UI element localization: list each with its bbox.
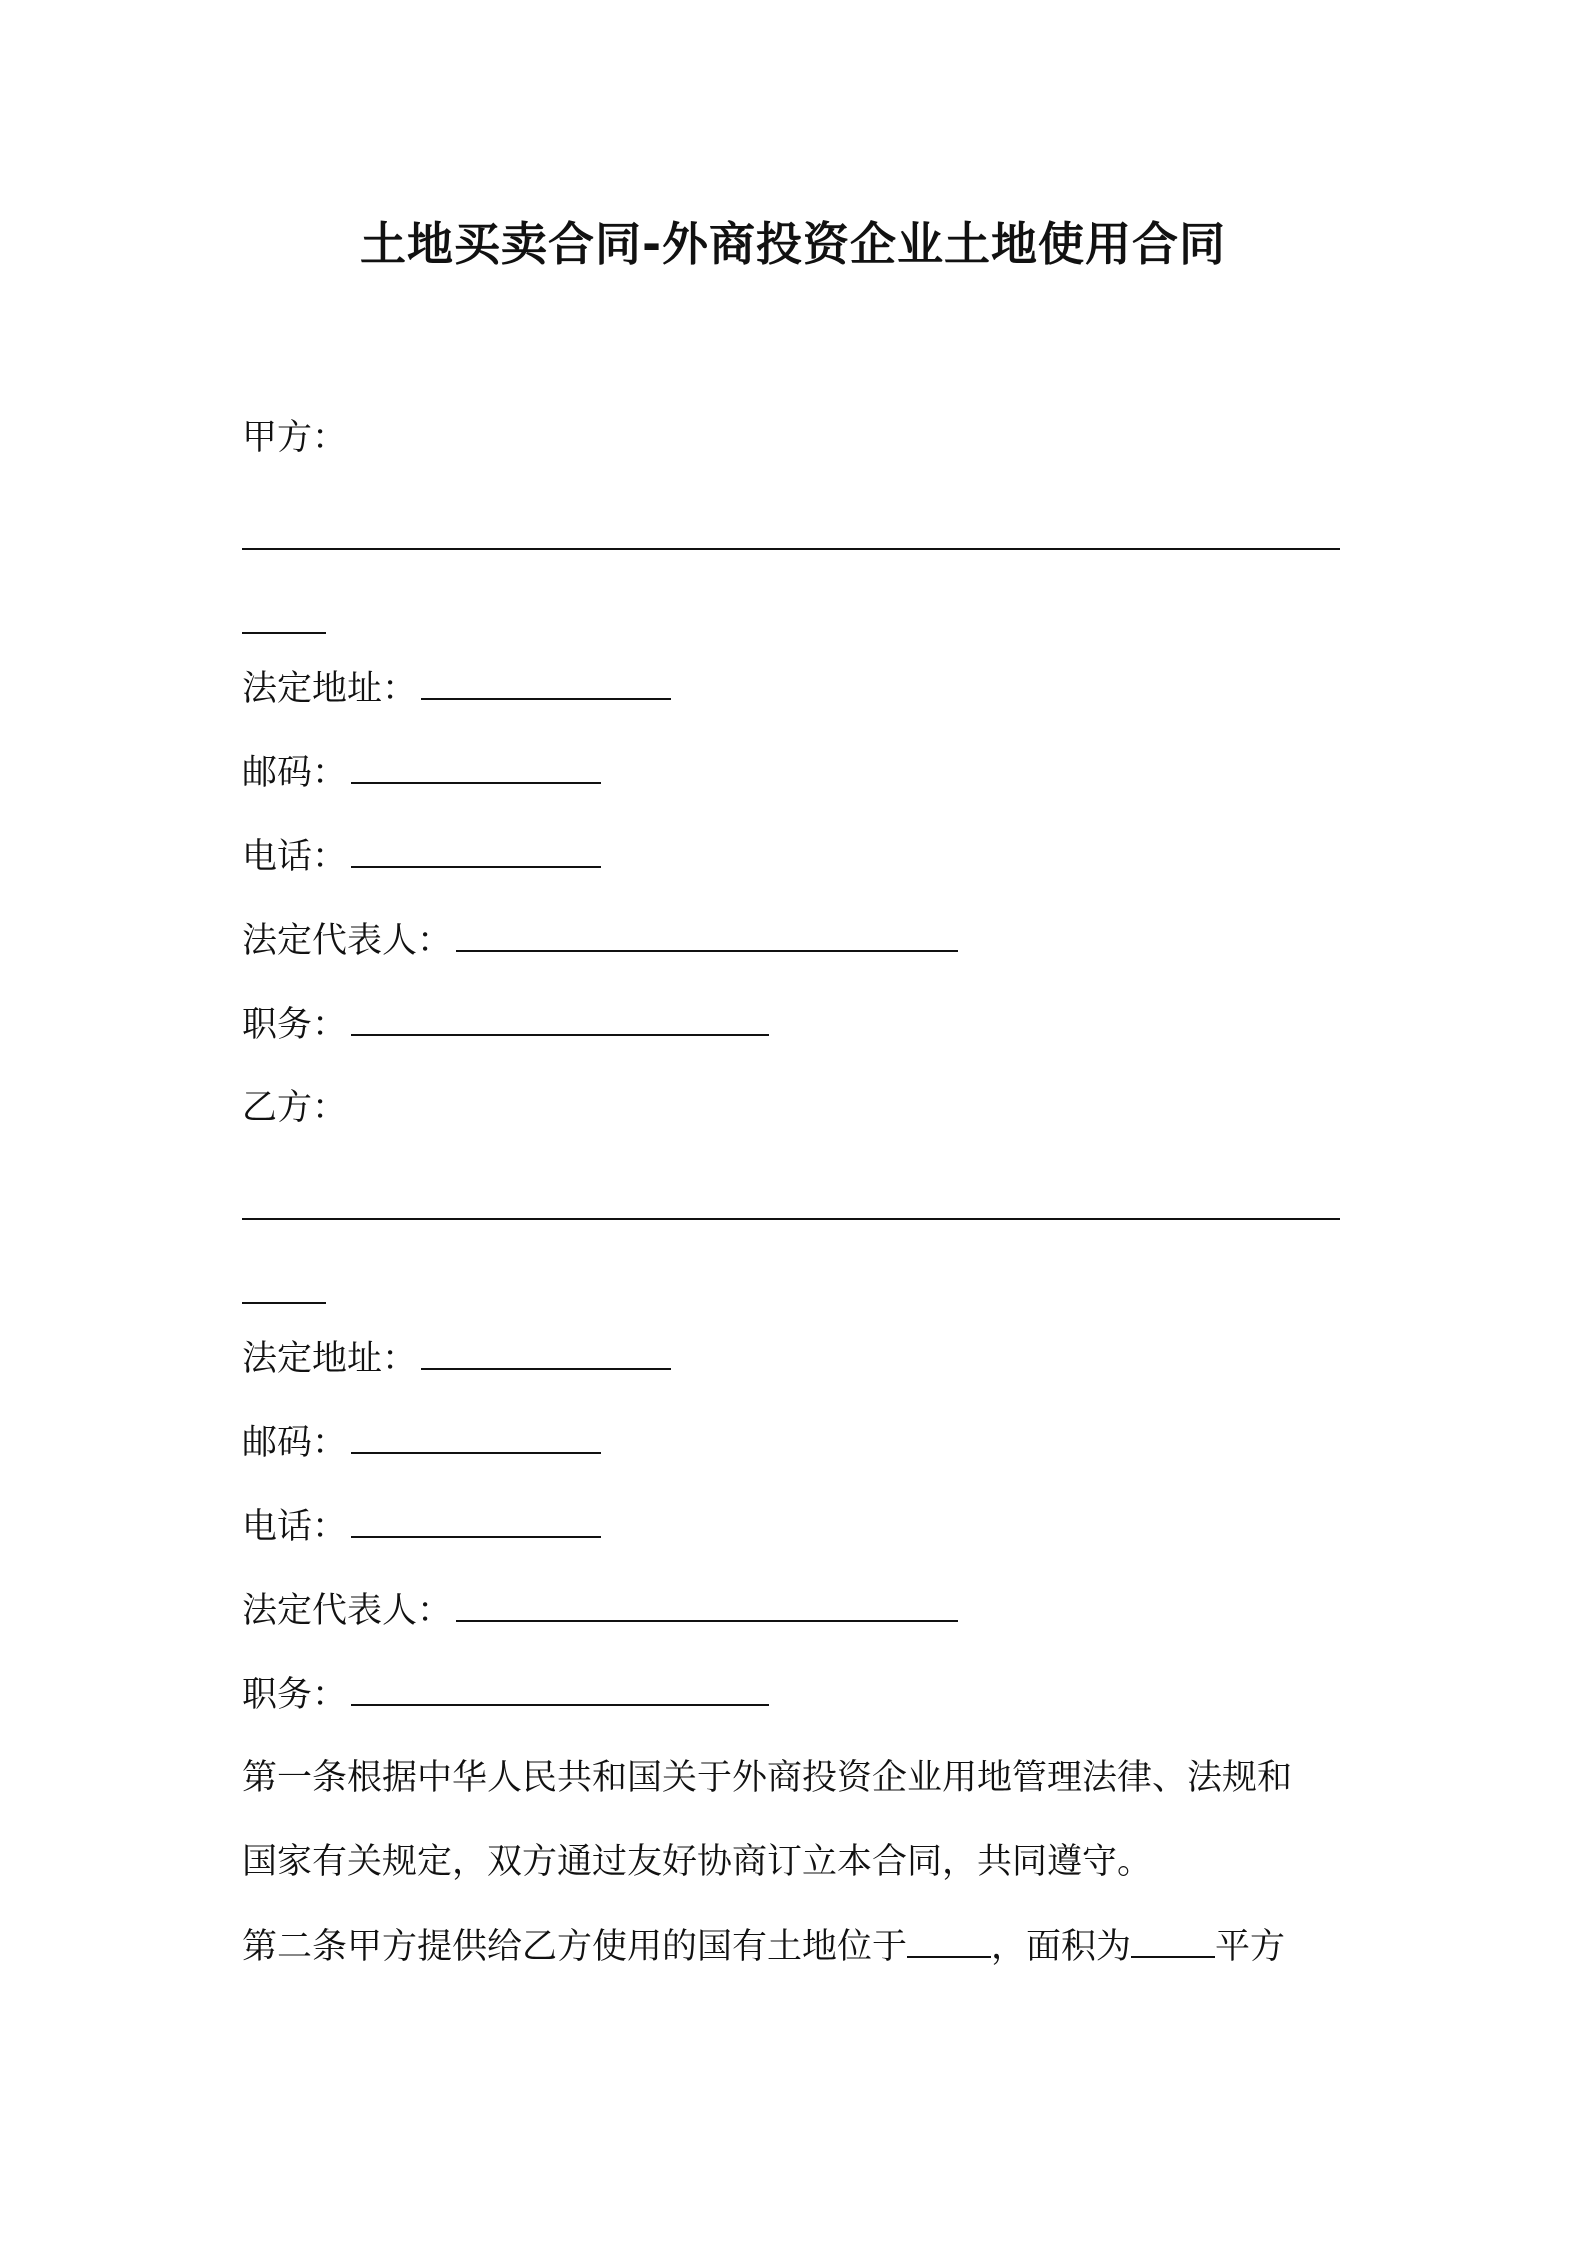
party-b-representative-blank [456,1586,958,1622]
party-a-position-label: 职务： [242,1005,348,1045]
party-b-phone-row [242,1502,601,1551]
party-b-phone-blank [351,1502,601,1538]
party-b-name-blank-continued [242,1302,326,1304]
party-b-address-row [242,1334,671,1383]
article-2-text-part-2: ，面积为 [991,1927,1132,1967]
party-b-postcode-row [242,1418,601,1467]
article-2-text-part-1: 第二条甲方提供给乙方使用的国有土地位于 [242,1927,908,1967]
article-1-line-2: 国家有关规定，双方通过友好协商订立本合同，共同遵守。 [242,1842,1153,1882]
party-b-representative-label: 法定代表人： [242,1591,453,1631]
party-a-name-blank [242,548,1340,550]
party-b-label: 乙方： [242,1088,348,1128]
article-2-line-1 [242,1922,1285,1971]
party-b-address-blank [421,1334,671,1370]
party-a-representative-row [242,916,958,965]
land-area-blank [1131,1922,1215,1958]
party-a-postcode-label: 邮码： [242,753,348,793]
party-a-position-row [242,1000,769,1049]
party-b-phone-label: 电话： [242,1507,348,1547]
party-a-address-row [242,664,671,713]
party-b-representative-row [242,1586,958,1635]
party-a-phone-label: 电话： [242,837,348,877]
party-b-name-blank [242,1218,1340,1220]
party-a-address-label: 法定地址： [242,669,418,709]
document-title: 土地买卖合同-外商投资企业土地使用合同 [359,217,1227,271]
party-a-label: 甲方： [242,418,348,458]
party-a-representative-blank [456,916,958,952]
party-a-postcode-blank [351,748,601,784]
party-a-name-blank-continued [242,632,326,634]
party-b-address-label: 法定地址： [242,1339,418,1379]
party-b-position-blank [351,1670,769,1706]
party-b-postcode-label: 邮码： [242,1423,348,1463]
party-a-phone-blank [351,832,601,868]
party-a-address-blank [421,664,671,700]
party-a-representative-label: 法定代表人： [242,921,453,961]
party-b-postcode-blank [351,1418,601,1454]
party-b-position-row [242,1670,769,1719]
party-b-position-label: 职务： [242,1675,348,1715]
party-a-postcode-row [242,748,601,797]
party-a-position-blank [351,1000,769,1036]
article-1-line-1: 第一条根据中华人民共和国关于外商投资企业用地管理法律、法规和 [242,1758,1293,1798]
party-a-phone-row [242,832,601,881]
article-2-text-part-3: 平方 [1215,1927,1286,1967]
land-location-blank [907,1922,991,1958]
